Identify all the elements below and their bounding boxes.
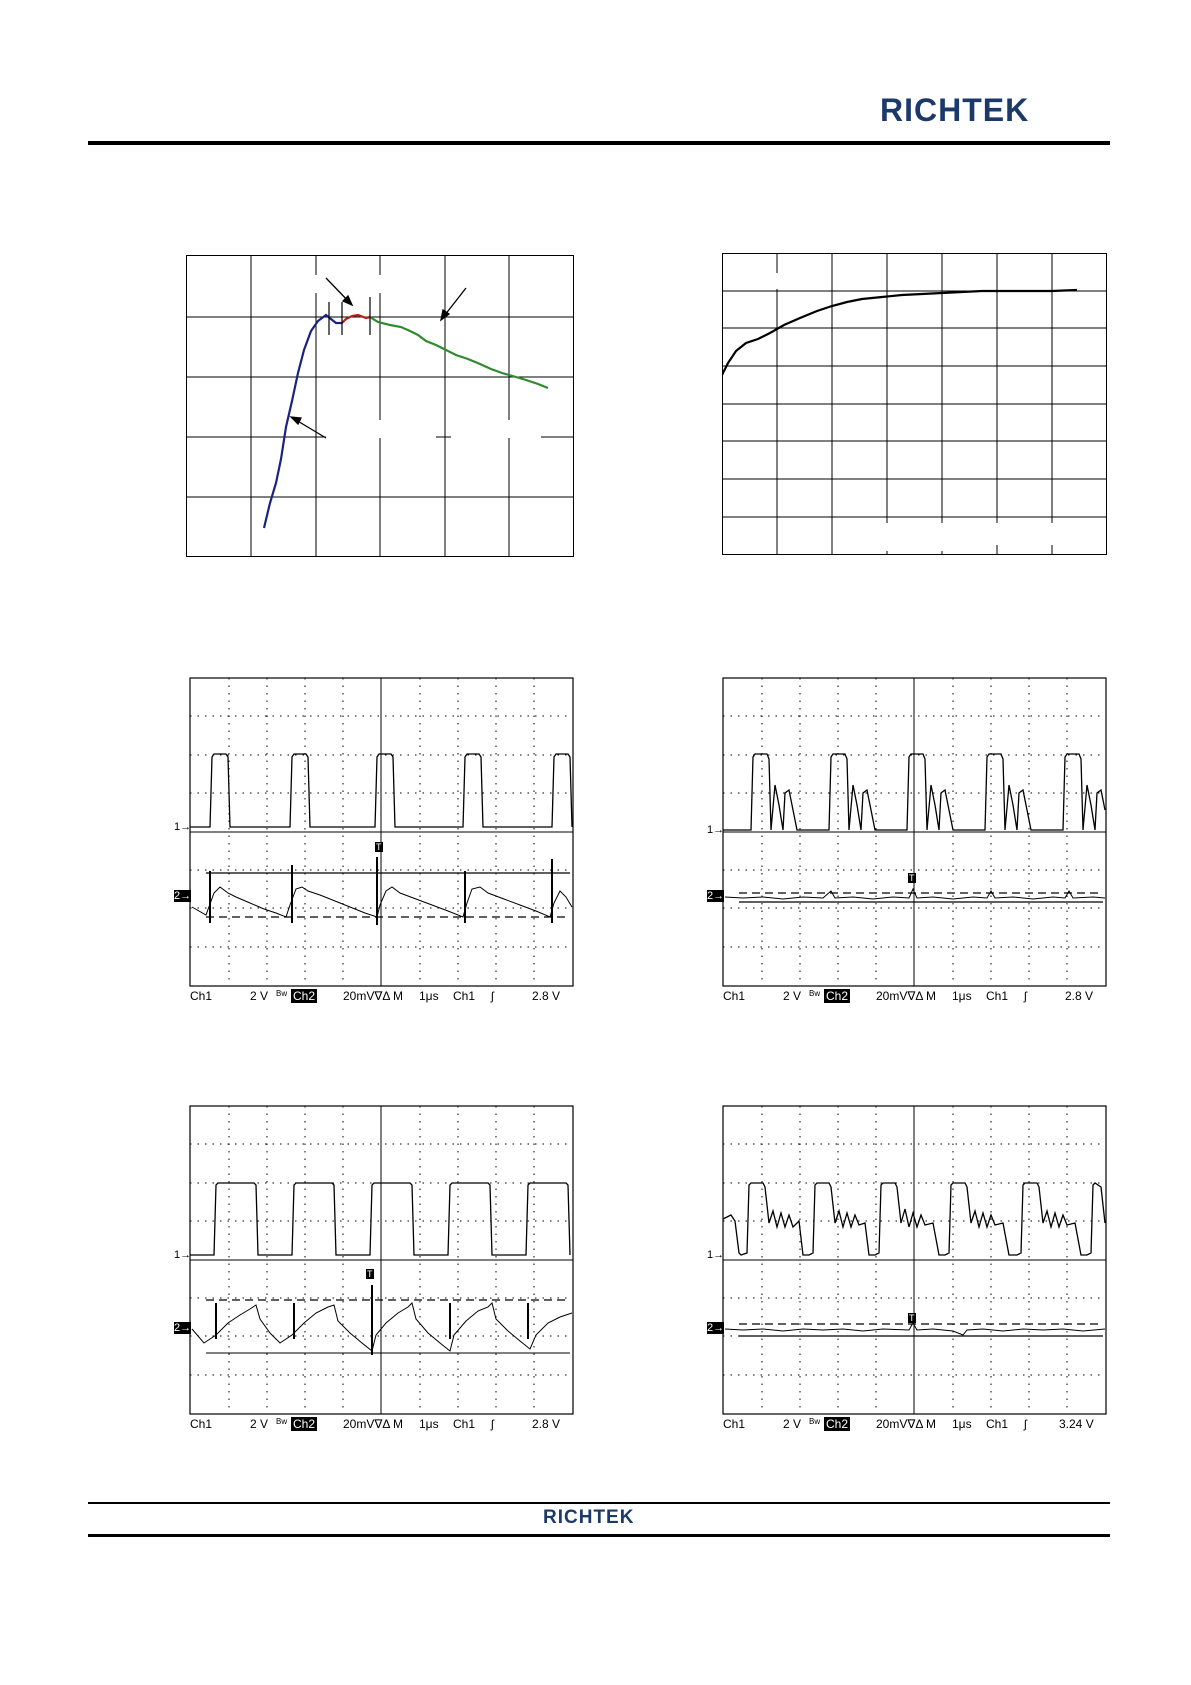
bandwidth-mark: Bᴡ — [276, 989, 288, 998]
time-label: M — [393, 1417, 403, 1431]
footer-rule-bottom — [88, 1534, 1110, 1537]
ch1-scale: 2 V — [783, 989, 802, 1003]
trigger-slope: ʃ — [1024, 989, 1027, 1003]
ch2-marker: 2→ — [707, 890, 725, 902]
scope-4 — [707, 1103, 1113, 1435]
footer-rule-top — [88, 1502, 1110, 1504]
ch1-label: Ch1 — [723, 989, 746, 1003]
bandwidth-mark: Bᴡ — [809, 989, 821, 998]
trigger-channel: Ch1 — [453, 989, 476, 1003]
ch1-scale: 2 V — [250, 989, 269, 1003]
ch2-scale: 20mV∇Δ — [876, 1417, 924, 1431]
trigger-slope: ʃ — [491, 989, 494, 1003]
ch2-label: Ch2 — [826, 989, 849, 1003]
ch2-label: Ch2 — [293, 989, 316, 1003]
scope-4-footer — [713, 1417, 1113, 1433]
bandwidth-mark: Bᴡ — [276, 1417, 288, 1426]
trigger-marker: T — [376, 842, 382, 852]
ch2-marker: 2→ — [707, 1322, 725, 1334]
ch1-marker: 1→ — [707, 824, 725, 836]
ch1-label: Ch1 — [723, 1417, 746, 1431]
ch1-marker: 1→ — [174, 821, 192, 833]
footer-logo: RICHTEK — [543, 1507, 635, 1528]
time-label: M — [926, 989, 936, 1003]
trigger-level: 2.8 V — [1065, 989, 1094, 1003]
trigger-marker: T — [909, 1313, 915, 1323]
bandwidth-mark: Bᴡ — [809, 1417, 821, 1426]
scope-3-footer — [180, 1417, 580, 1433]
ch2-marker: 2→ — [174, 890, 192, 902]
trigger-level: 3.24 V — [1059, 1417, 1094, 1431]
trigger-slope: ʃ — [1024, 1417, 1027, 1431]
ch1-label: Ch1 — [190, 989, 213, 1003]
time-label: M — [926, 1417, 936, 1431]
time-scale: 1μs — [419, 1417, 439, 1431]
scope-2-footer — [713, 989, 1113, 1005]
ch1-label: Ch1 — [190, 1417, 213, 1431]
trigger-marker: T — [367, 1269, 373, 1279]
ch2-scale: 20mV∇Δ — [343, 1417, 391, 1431]
time-label: M — [393, 989, 403, 1003]
trigger-channel: Ch1 — [986, 989, 1009, 1003]
trigger-level: 2.8 V — [532, 1417, 561, 1431]
ch1-scale: 2 V — [250, 1417, 269, 1431]
ch2-label: Ch2 — [293, 1417, 316, 1431]
chart-efficiency — [186, 255, 574, 557]
time-scale: 1μs — [952, 1417, 972, 1431]
trigger-slope: ʃ — [491, 1417, 494, 1431]
ch1-scale: 2 V — [783, 1417, 802, 1431]
chart-rising — [722, 253, 1107, 555]
trigger-channel: Ch1 — [986, 1417, 1009, 1431]
scope-1 — [174, 675, 580, 1007]
ch2-scale: 20mV∇Δ — [343, 989, 391, 1003]
ch1-marker: 1→ — [174, 1249, 192, 1261]
ch2-marker: 2→ — [174, 1322, 192, 1334]
ch1-marker: 1→ — [707, 1249, 725, 1261]
trigger-channel: Ch1 — [453, 1417, 476, 1431]
header-rule — [88, 141, 1110, 145]
trigger-marker: T — [909, 873, 915, 883]
header-logo: RICHTEK — [880, 92, 1030, 128]
time-scale: 1μs — [419, 989, 439, 1003]
ch2-label: Ch2 — [826, 1417, 849, 1431]
scope-2 — [707, 675, 1113, 1007]
scope-1-footer — [180, 989, 580, 1005]
scope-3 — [174, 1103, 580, 1435]
trigger-level: 2.8 V — [532, 989, 561, 1003]
ch2-scale: 20mV∇Δ — [876, 989, 924, 1003]
time-scale: 1μs — [952, 989, 972, 1003]
